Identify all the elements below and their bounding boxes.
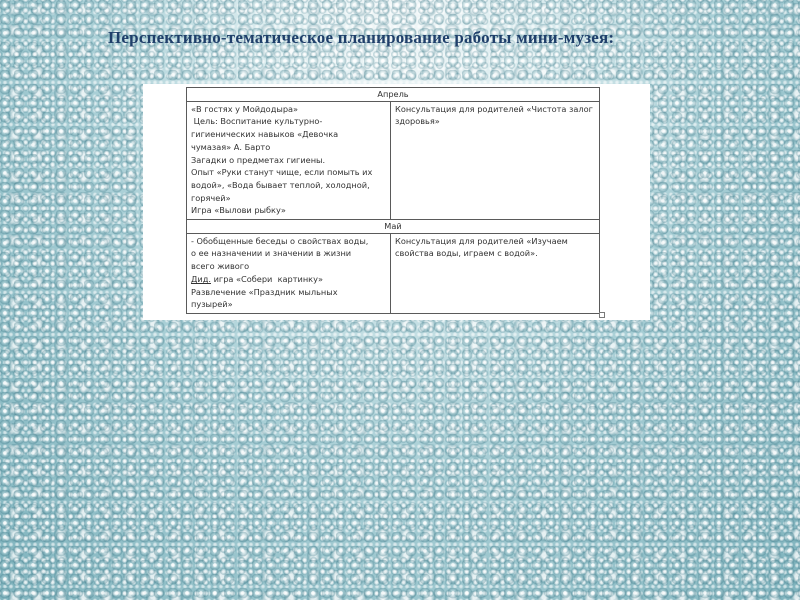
text-line: пузырей»	[191, 299, 233, 310]
slide-title: Перспективно-тематическое планирование работы мини-музея:	[108, 28, 615, 47]
text-line: Консультация для родителей «Изучаем	[395, 235, 568, 246]
game-prefix: Дид.	[191, 273, 211, 284]
april-parents-cell	[391, 101, 600, 219]
text-line: Загадки о предметах гигиены.	[191, 154, 326, 165]
text-line: - Обобщенные беседы о свойствах воды,	[191, 235, 369, 246]
text-line: «В гостях у Мойдодыра»	[191, 103, 299, 114]
table-row	[187, 220, 600, 234]
may-parents-cell	[391, 233, 600, 313]
text-line: чумазая» А. Барто	[191, 141, 271, 152]
text-line: Цель: Воспитание культурно-	[191, 116, 323, 127]
text-line: здоровья»	[395, 116, 440, 127]
text-line: Консультация для родителей «Чистота залог	[395, 103, 593, 114]
text-line: всего живого	[191, 261, 250, 272]
table-row	[187, 101, 600, 219]
text-line: Развлечение «Праздник мыльных	[191, 286, 338, 297]
resize-handle-icon	[599, 312, 605, 318]
month-header-april: Апрель	[187, 88, 600, 102]
table-row	[187, 233, 600, 313]
planning-table	[186, 87, 600, 314]
text-line: свойства воды, играем с водой».	[395, 248, 538, 259]
text-line: о ее назначении и значении в жизни	[191, 248, 352, 259]
text-line: водой», «Вода бывает теплой, холодной,	[191, 179, 370, 190]
text-line	[191, 273, 386, 286]
month-header-may: Май	[187, 220, 600, 234]
may-activities-cell	[187, 233, 391, 313]
game-rest: игра «Собери картинку»	[210, 273, 323, 284]
text-line: горячей»	[191, 192, 231, 203]
planning-table-image	[143, 84, 650, 320]
text-line: Игра «Вылови рыбку»	[191, 205, 286, 216]
text-line: Опыт «Руки станут чище, если помыть их	[191, 167, 373, 178]
text-line: гигиенических навыков «Девочка	[191, 129, 339, 140]
april-activities-cell	[187, 101, 391, 219]
table-row	[187, 88, 600, 102]
